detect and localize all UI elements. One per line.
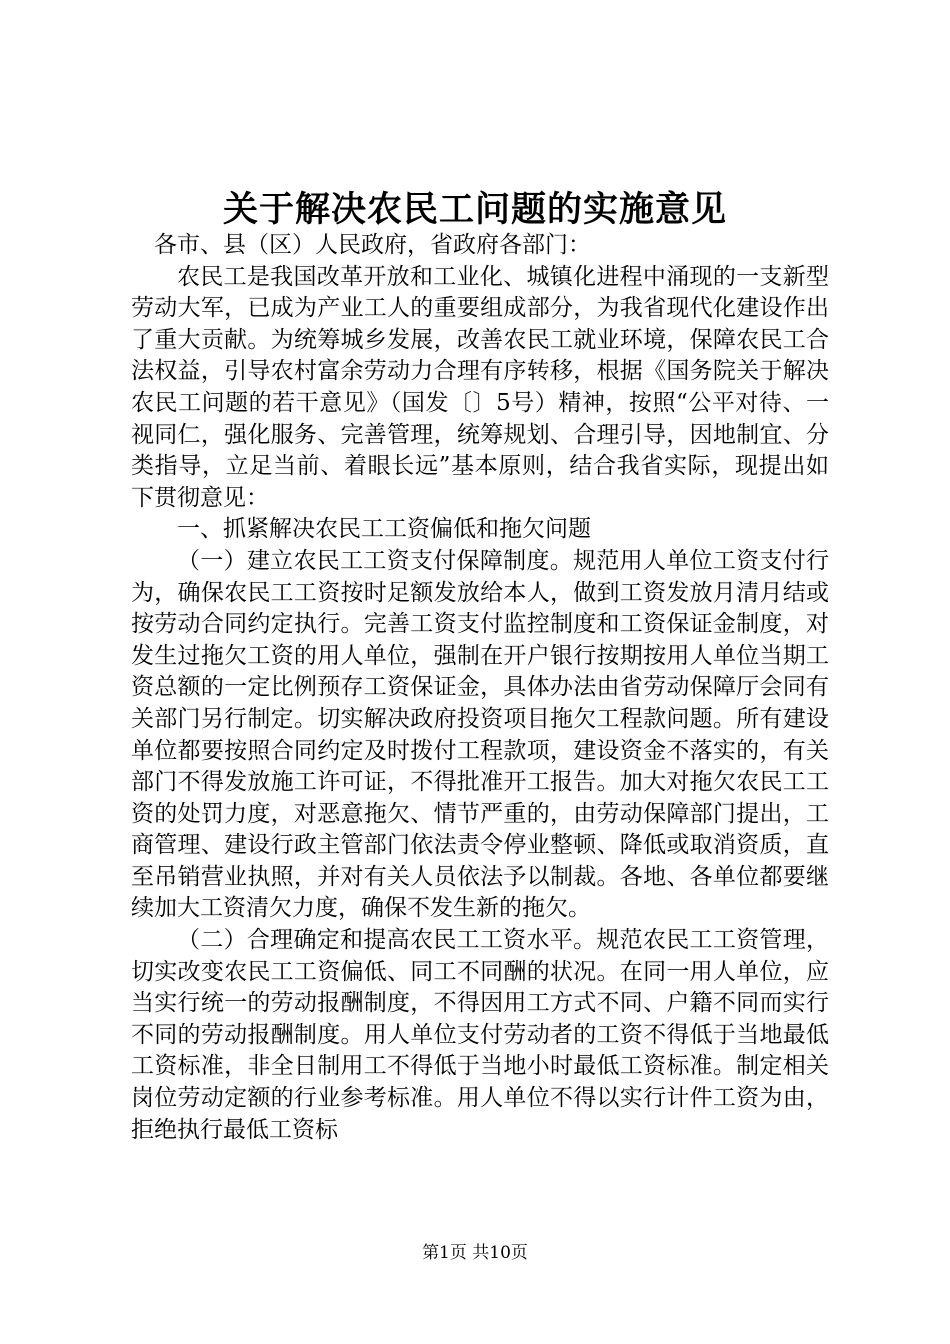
salutation: 各市、县（区）人民政府，省政府各部门：	[154, 232, 591, 258]
paragraph-item-2: （二）合理确定和提高农民工工资水平。规范农民工工资管理，切实改变农民工工资偏低、同工不同酬的状况。在同一用人单位，应当实行统一的劳动报酬制度，不得因用工方式不同、户籍不同而实行不同的劳动报酬制度。用人单位支付劳动者的工资不得低于当地最低工资标准，非全日制用工不得低于当地小时最低工资标准。制定相关岗位劳动定额的行业参考标准。用人单位不得以实行计件工资为由，拒绝执行最低工资标	[131, 927, 829, 1143]
page-footer: 第1页 共10页	[422, 1243, 528, 1263]
paragraph-intro: 农民工是我国改革开放和工业化、城镇化进程中涌现的一支新型劳动大军，已成为产业工人的重要组成部分，为我省现代化建设作出了重大贡献。为统筹城乡发展，改善农民工就业环境，保障农民工合法权益，引导农村富余劳动力合理有序转移，根据《国务院关于解决农民工问题的若干意见》（国发〔〕5号）精神，按照“公平对待、一视同仁，强化服务、完善管理，统筹规划、合理引导，因地制宜、分类指导，立足当前、着眼长远”基本原则，结合我省实际，现提出如下贯彻意见：	[131, 263, 829, 511]
paragraph-item-1: （一）建立农民工工资支付保障制度。规范用人单位工资支付行为，确保农民工工资按时足额发放给本人，做到工资发放月清月结或按劳动合同约定执行。完善工资支付监控制度和工资保证金制度，对发生过拖欠工资的用人单位，强制在开户银行按期按用人单位当期工资总额的一定比例预存工资保证金，具体办法由省劳动保障厅会同有关部门另行制定。切实解决政府投资项目拖欠工程款问题。所有建设单位都要按照合同约定及时拨付工程款项，建设资金不落实的，有关部门不得发放施工许可证，不得批准开工报告。加大对拖欠农民工工资的处罚力度，对恶意拖欠、情节严重的，由劳动保障部门提出，工商管理、建设行政主管部门依法责令停业整顿、降低或取消资质，直至吊销营业执照，并对有关人员依法予以制裁。各地、各单位都要继续加大工资清欠力度，确保不发生新的拖欠。	[131, 547, 829, 922]
document-title: 关于解决农民工问题的实施意见	[222, 189, 727, 230]
section-heading-1: 一、抓紧解决农民工工资偏低和拖欠问题	[177, 516, 591, 543]
document-body	[131, 230, 829, 1146]
